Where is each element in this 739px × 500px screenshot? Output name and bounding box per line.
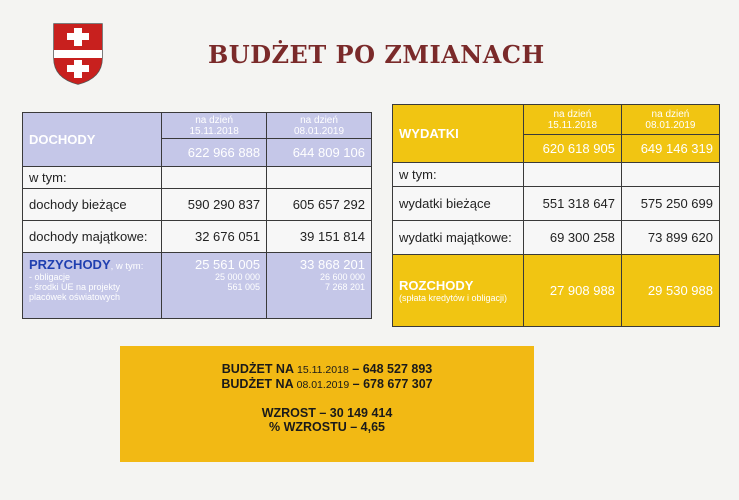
expenses-row-value-2: 575 250 699 bbox=[621, 187, 719, 221]
income-total-2: 644 809 106 bbox=[267, 139, 372, 167]
summary-line-2-value: – 678 677 307 bbox=[352, 377, 433, 391]
coat-of-arms-icon bbox=[52, 22, 104, 86]
przychody-sub-2: - środki UE na projekty bbox=[29, 282, 121, 292]
expenses-row-label: wydatki majątkowe: bbox=[393, 221, 524, 255]
expenses-table bbox=[392, 104, 720, 327]
przychody-value-2b: 7 268 201 bbox=[324, 282, 365, 292]
page-title: BUDŻET PO ZMIANACH bbox=[208, 40, 545, 69]
income-wtym-label: w tym: bbox=[23, 167, 162, 189]
expenses-row-label: wydatki bieżące bbox=[393, 187, 524, 221]
budget-summary-box bbox=[120, 346, 534, 462]
summary-line-2: BUDŻET NA 08.01.2019 – 678 677 307 bbox=[221, 377, 433, 391]
income-date1-header: na dzień 15.11.2018 bbox=[162, 113, 267, 139]
rozchody-cell bbox=[393, 255, 524, 327]
rozchody-value-1: 27 908 988 bbox=[523, 255, 621, 327]
income-header-label: DOCHODY bbox=[29, 132, 96, 147]
income-row-value-1: 32 676 051 bbox=[162, 221, 267, 253]
przychody-wtym: , w tym: bbox=[110, 261, 144, 272]
przychody-col-2 bbox=[267, 253, 372, 319]
przychody-value-1b: 561 005 bbox=[227, 282, 261, 292]
przychody-value-2: 33 868 201 bbox=[299, 257, 365, 272]
expenses-row-value-2: 73 899 620 bbox=[621, 221, 719, 255]
expenses-row-value-1: 551 318 647 bbox=[523, 187, 621, 221]
income-header bbox=[23, 113, 162, 167]
rozchody-sub: (spłata kredytów i obligacji) bbox=[399, 293, 508, 303]
przychody-sub-1: - obligacje bbox=[29, 272, 71, 282]
przychody-col-1 bbox=[162, 253, 267, 319]
income-row-value-1: 590 290 837 bbox=[162, 189, 267, 221]
przychody-value-2a: 26 600 000 bbox=[319, 272, 365, 282]
rozchody-label: ROZCHODY bbox=[399, 278, 474, 293]
income-total-1: 622 966 888 bbox=[162, 139, 267, 167]
expenses-date2-header: na dzień 08.01.2019 bbox=[621, 105, 719, 135]
expenses-wtym-label: w tym: bbox=[393, 163, 524, 187]
przychody-value-1: 25 561 005 bbox=[194, 257, 261, 272]
przychody-sub-3: placówek oświatowych bbox=[29, 292, 121, 302]
expenses-total-1: 620 618 905 bbox=[523, 135, 621, 163]
summary-line-1: BUDŻET NA 15.11.2018 – 648 527 893 bbox=[221, 362, 433, 376]
expenses-total-2: 649 146 319 bbox=[621, 135, 719, 163]
przychody-label: PRZYCHODY bbox=[29, 257, 111, 272]
income-table bbox=[22, 112, 372, 319]
expenses-header bbox=[393, 105, 524, 163]
income-row-label: dochody bieżące bbox=[23, 189, 162, 221]
summary-line-2-date: 08.01.2019 bbox=[296, 379, 350, 391]
przychody-cell bbox=[23, 253, 162, 319]
income-date2-header: na dzień 08.01.2019 bbox=[267, 113, 372, 139]
income-row-label: dochody majątkowe: bbox=[23, 221, 162, 253]
expenses-header-label: WYDATKI bbox=[399, 126, 459, 141]
summary-line-1-value: – 648 527 893 bbox=[352, 362, 433, 376]
income-row-value-2: 605 657 292 bbox=[267, 189, 372, 221]
summary-increase: WZROST – 30 149 414 bbox=[261, 406, 393, 420]
expenses-date1-header: na dzień 15.11.2018 bbox=[523, 105, 621, 135]
expenses-row-value-1: 69 300 258 bbox=[523, 221, 621, 255]
przychody-value-1a: 25 000 000 bbox=[215, 272, 261, 282]
summary-increase-percent: % WZROSTU – 4,65 bbox=[269, 420, 385, 434]
rozchody-value-2: 29 530 988 bbox=[621, 255, 719, 327]
summary-line-1-date: 15.11.2018 bbox=[297, 364, 349, 376]
income-row-value-2: 39 151 814 bbox=[267, 221, 372, 253]
